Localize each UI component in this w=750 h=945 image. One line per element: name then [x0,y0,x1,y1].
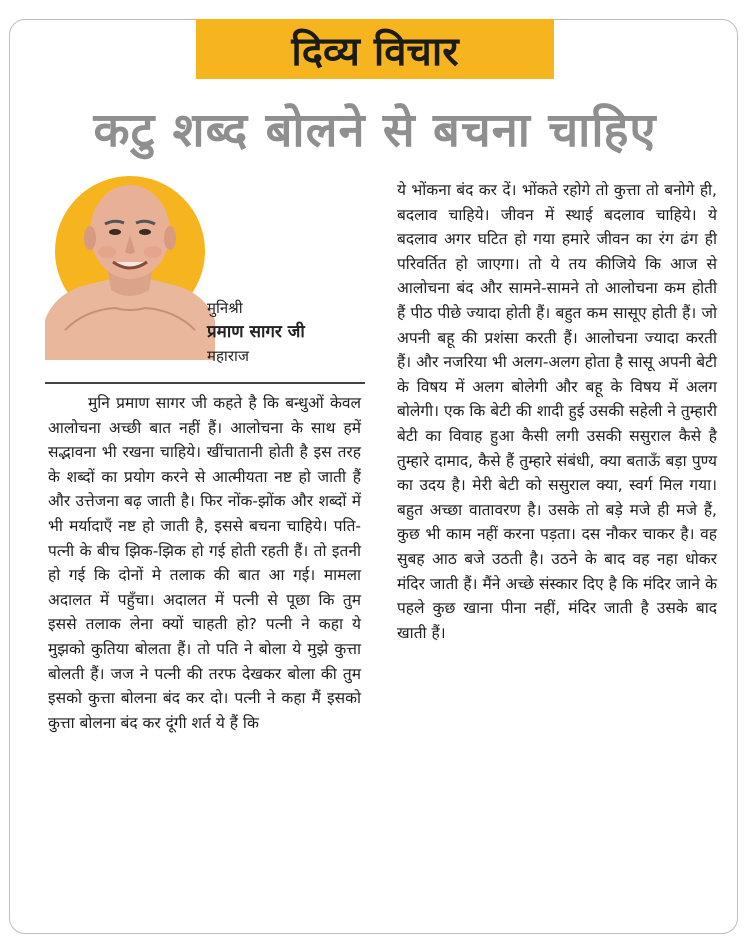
article-column-left [48,391,361,735]
author-byline [207,296,377,368]
section-banner: दिव्य विचार [196,19,554,79]
monk-portrait-image [45,180,215,360]
headline: कटु शब्द बोलने से बचना चाहिए [93,103,657,158]
byline-prefix: मुनिश्री [207,299,243,317]
byline-suffix: महाराज [207,347,249,365]
column-divider-rule [45,382,365,384]
article-text-left: मुनि प्रमाण सागर जी कहते है कि बन्धुओं केवल आलोचना अच्छी बात नहीं हैं। आलोचना के साथ हमें सद्भावना भी रखना चाहिये। खींचातानी होती है इस तरह के शब्दों का प्रयोग करने से आत्मीयता नष्ट हो जाती हैं और उत्तेजना बढ़ जाती है। फिर नोंक-झोंक और शब्दों में भी मर्यादाएँ नष्ट हो जाती है, इससे बचना चाहिये। पति-पत्नी के बीच झिक-झिक हो गई होती रहती हैं। तो इतनी हो गई कि दोनों मे तलाक की बात आ गई। मामला अदालत में पहुँचा। अदालत में पत्नी से पूछा कि तुम इससे तलाक लेना क्यों चाहती हो? पत्नी ने कहा ये मुझको कुतिया बोलता हैं। तो पति ने बोला ये मुझे कुत्ता बोलती हैं। जज ने पत्नी की तरफ देखकर बोला की तुम इसको कुत्ता बोलना बंद कर दो। पत्नी ने कहा मैं इसको कुत्ता बोलना बंद कर दूंगी शर्त ये हैं कि [48,394,361,732]
author-name: प्रमाण सागर जी [207,322,305,342]
article-column-right [397,178,717,645]
article-text-right: ये भोंकना बंद कर दें। भोंकते रहोगे तो कुत्ता तो बनोगे ही, बदलाव चाहिये। जीवन में स्थाई बदलाव चाहिये। ये बदलाव अगर घटित हो गया हमारे जीवन का रंग ढंग ही परिवर्तित हो जाएगा। तो ये तय कीजिये कि आज से आलोचना बंद और सामने-सामने तो आलोचना कम होती हैं पीठ पीछे ज्यादा होती हैं। बहुत कम सासूए होती हैं। जो अपनी बहू की प्रशंसा करती हैं। आलोचना ज्यादा करती हैं। और नजरिया भी अलग-अलग होता है सासू अपनी बेटी के विषय में अलग बोलेगी और बहू के विषय में अलग बोलेगी। एक कि बेटी की शादी हुई उसकी सहेली ने तुम्हारी बेटी का विवाह हुआ कैसी लगी उसकी ससुराल कैसे है तुम्हारे दामाद, कैसे हैं तुम्हारे संबंधी, क्या बताऊँ बड़ा पुण्य का उदय है। मेरी बेटी को ससुराल क्या, स्वर्ग मिल गया। बहुत अच्छा वातावरण है। उसके तो बड़े मजे ही मजे हैं, कुछ भी काम नहीं करना पड़ता। दस नौकर चाकर है। वह सुबह आठ बजे उठती है। उठने के बाद वह नहा धोकर मंदिर जाती हैं। मैंने अच्छे संस्कार दिए है कि मंदिर जाने के पहले कुछ खाना पीना नहीं, मंदिर जाती है उसके बाद खाती हैं। [397,181,717,642]
